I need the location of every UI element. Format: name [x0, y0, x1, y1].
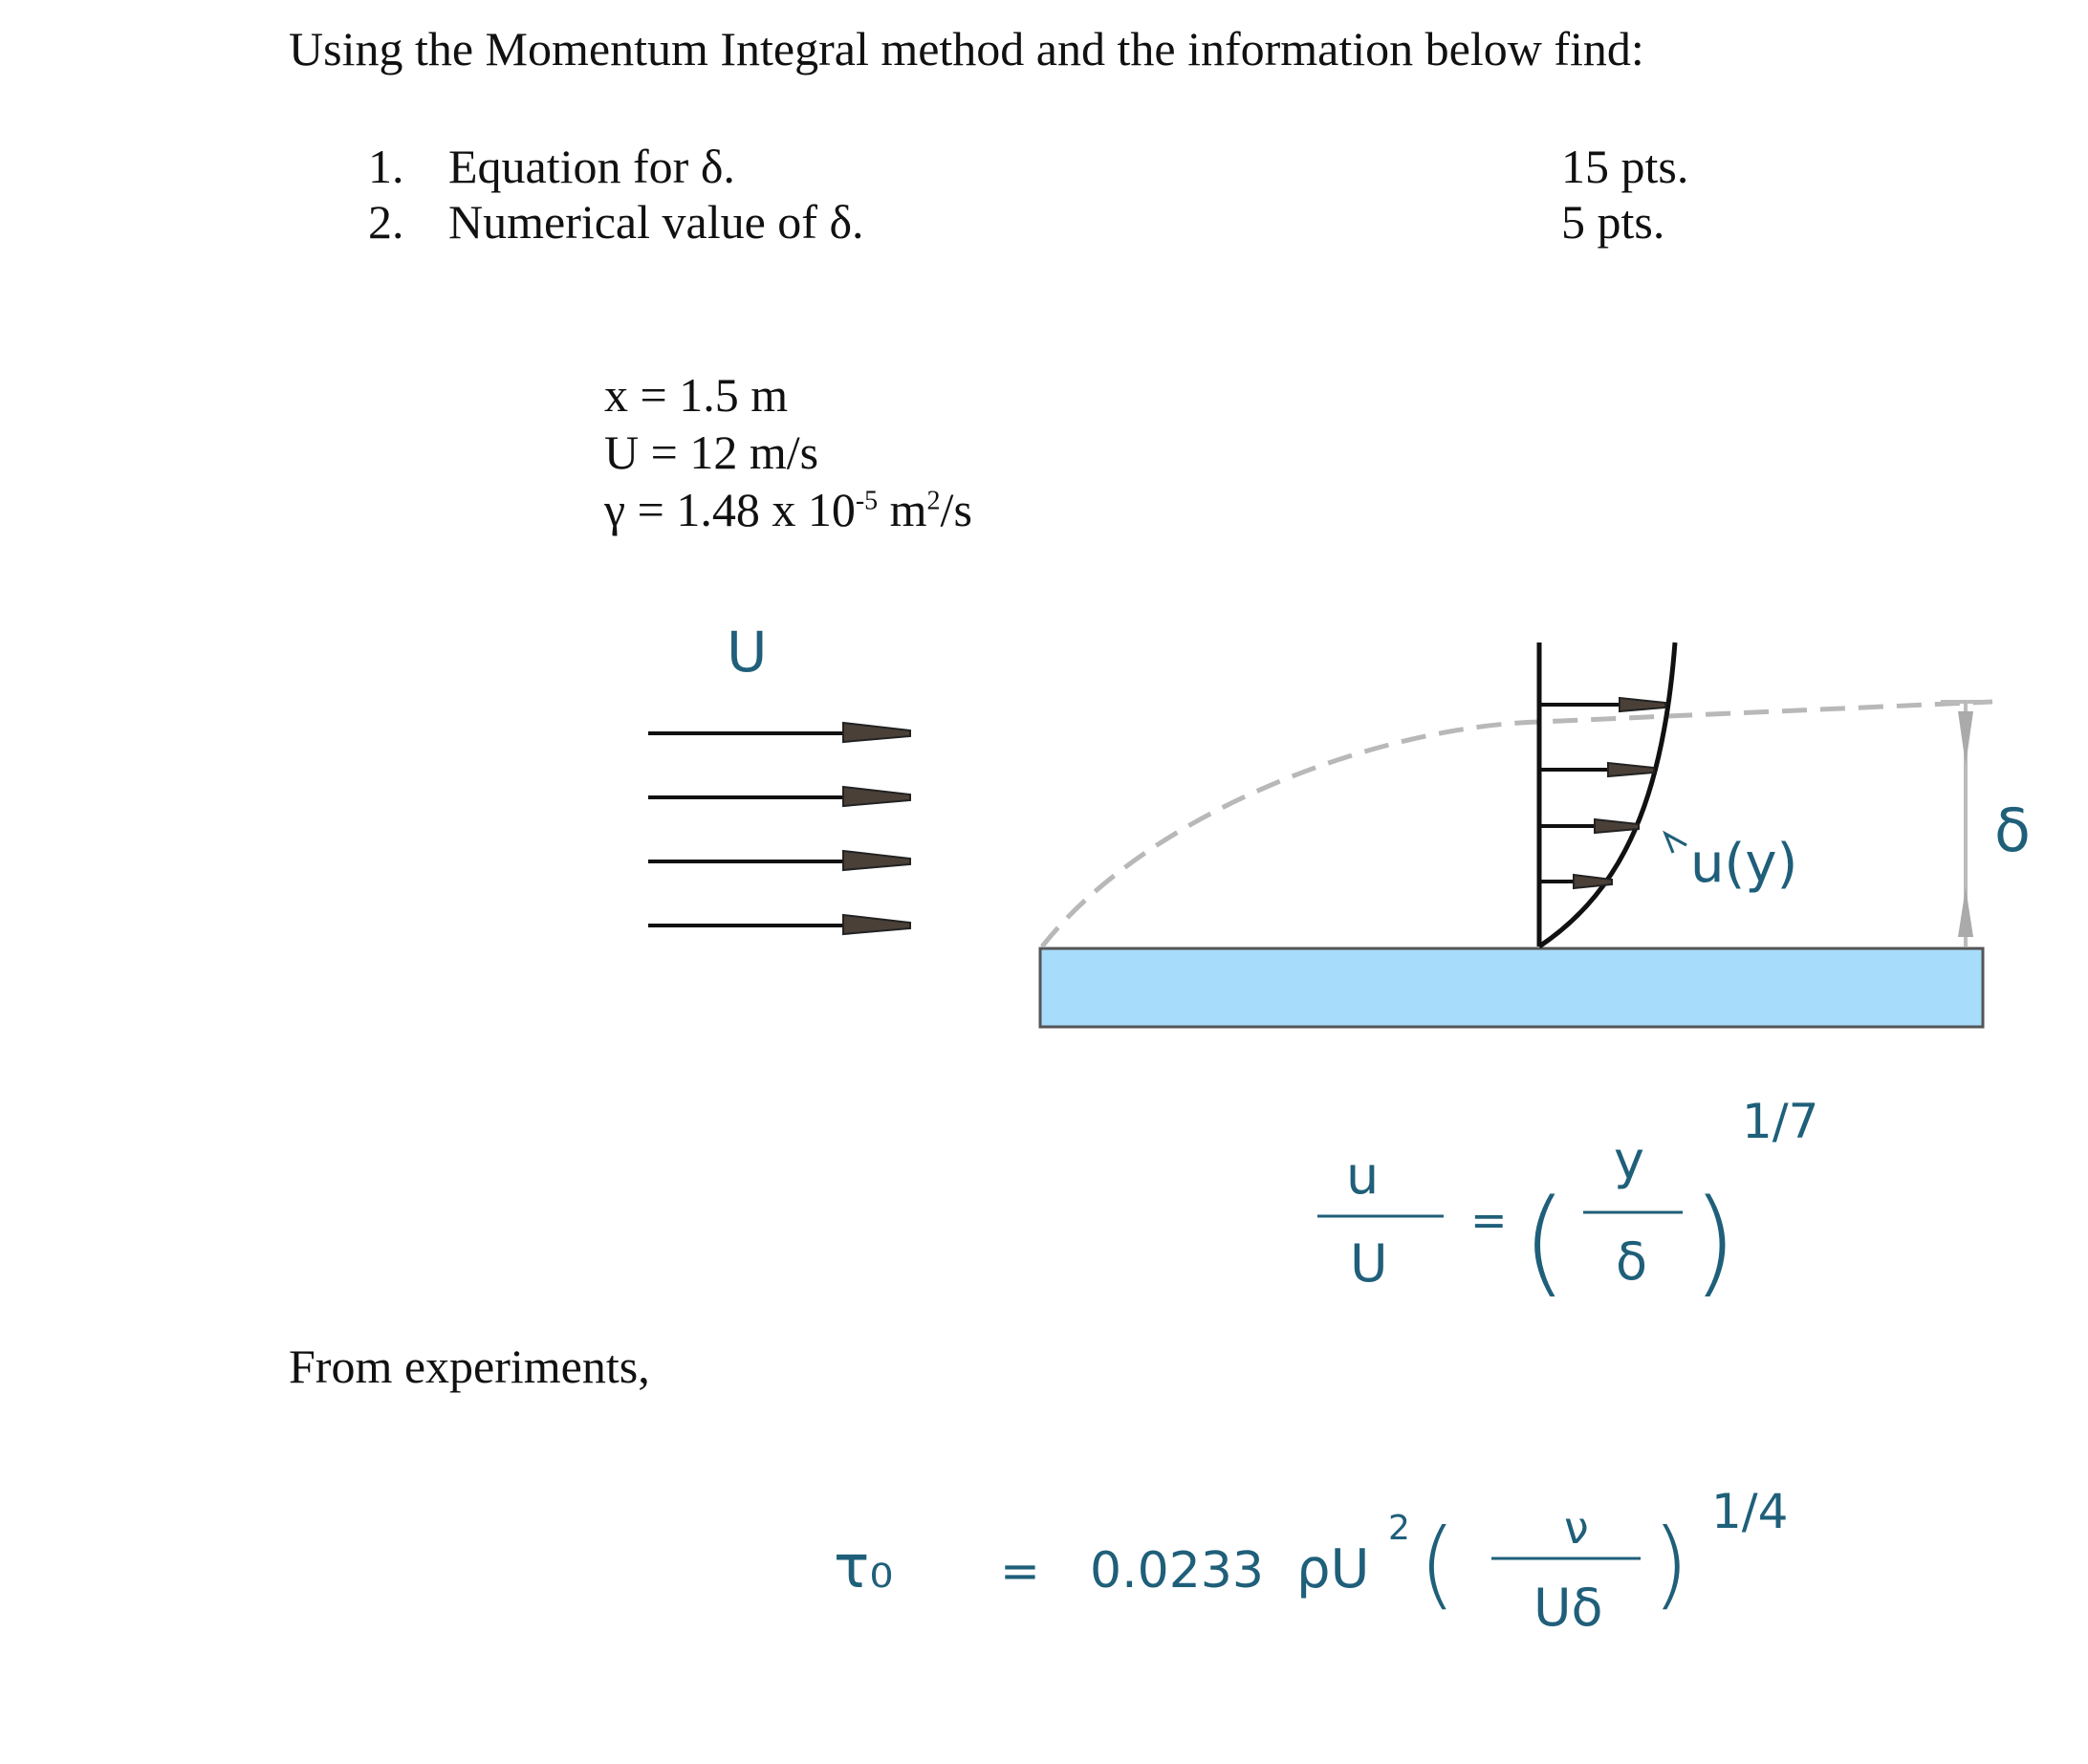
profile-arrow-4	[1539, 875, 1612, 888]
eq-equals: =	[1470, 1194, 1508, 1246]
freestream-arrow-3	[648, 851, 910, 870]
given-symbol: γ	[604, 483, 626, 536]
profile-arrow-1	[1539, 698, 1665, 711]
eq-lhs-denominator: U	[1350, 1233, 1388, 1294]
freestream-arrow-1	[648, 723, 910, 742]
eq-close-paren: )	[1692, 1176, 1737, 1309]
profile-equation	[1317, 1094, 1818, 1309]
given-unit-exponent: 2	[926, 486, 941, 516]
shear-close-paren: )	[1652, 1508, 1690, 1620]
shear-coefficient: 0.0233	[1090, 1542, 1264, 1600]
given-eq: =	[625, 483, 677, 536]
instruction-text: Using the Momentum Integral method and the information below find:	[289, 22, 1644, 76]
profile-arrow-2	[1539, 763, 1654, 776]
given-symbol: x	[604, 368, 628, 422]
shear-rho-u: ρU	[1296, 1538, 1370, 1601]
given-unit-tail: /s	[940, 483, 972, 536]
shear-lhs: τ₀	[834, 1532, 894, 1601]
shear-frac-numerator: ν	[1564, 1502, 1589, 1554]
shear-u-exponent: 2	[1388, 1509, 1410, 1548]
question-text: Numerical value of δ.	[448, 195, 864, 249]
profile-label-pointer	[1665, 834, 1686, 853]
given-value: 1.5 m	[679, 368, 789, 422]
given-unit: m	[878, 483, 927, 536]
given-eq: =	[628, 368, 680, 422]
thickness-label: δ	[1994, 795, 2031, 865]
shear-frac-denominator: Uδ	[1533, 1578, 1603, 1638]
eq-exponent: 1/7	[1742, 1094, 1819, 1149]
given-eq: =	[639, 425, 690, 479]
thickness-dimension	[1941, 702, 1990, 947]
flat-plate	[1040, 948, 1983, 1027]
question-text: Equation for δ.	[448, 140, 735, 193]
shear-equation	[834, 1484, 1788, 1638]
shear-open-paren: (	[1419, 1508, 1457, 1620]
given-value: 1.48 x 10	[676, 483, 856, 536]
eq-open-paren: (	[1522, 1176, 1567, 1309]
given-exponent: -5	[855, 486, 879, 516]
question-points: 15 pts.	[1561, 140, 1689, 193]
shear-exponent: 1/4	[1711, 1484, 1789, 1539]
profile-arrow-3	[1539, 819, 1639, 833]
question-points: 5 pts.	[1561, 195, 1665, 249]
freestream-arrows	[648, 723, 910, 934]
freestream-arrow-2	[648, 787, 910, 806]
boundary-layer-edge	[1042, 702, 1992, 947]
profile-curve	[1539, 642, 1675, 947]
question-number: 2.	[368, 195, 404, 249]
eq-lhs-numerator: u	[1346, 1145, 1380, 1206]
freestream-label: U	[727, 620, 768, 685]
given-symbol: U	[604, 425, 640, 479]
velocity-profile	[1539, 642, 1675, 947]
eq-rhs-numerator: y	[1614, 1130, 1644, 1190]
experiments-label: From experiments,	[289, 1339, 650, 1393]
eq-rhs-denominator: δ	[1616, 1231, 1648, 1292]
given-value: 12 m/s	[689, 425, 819, 479]
question-number: 1.	[368, 140, 404, 193]
freestream-arrow-4	[648, 915, 910, 934]
shear-equals: =	[1000, 1543, 1040, 1599]
profile-label: u(y)	[1690, 833, 1798, 895]
